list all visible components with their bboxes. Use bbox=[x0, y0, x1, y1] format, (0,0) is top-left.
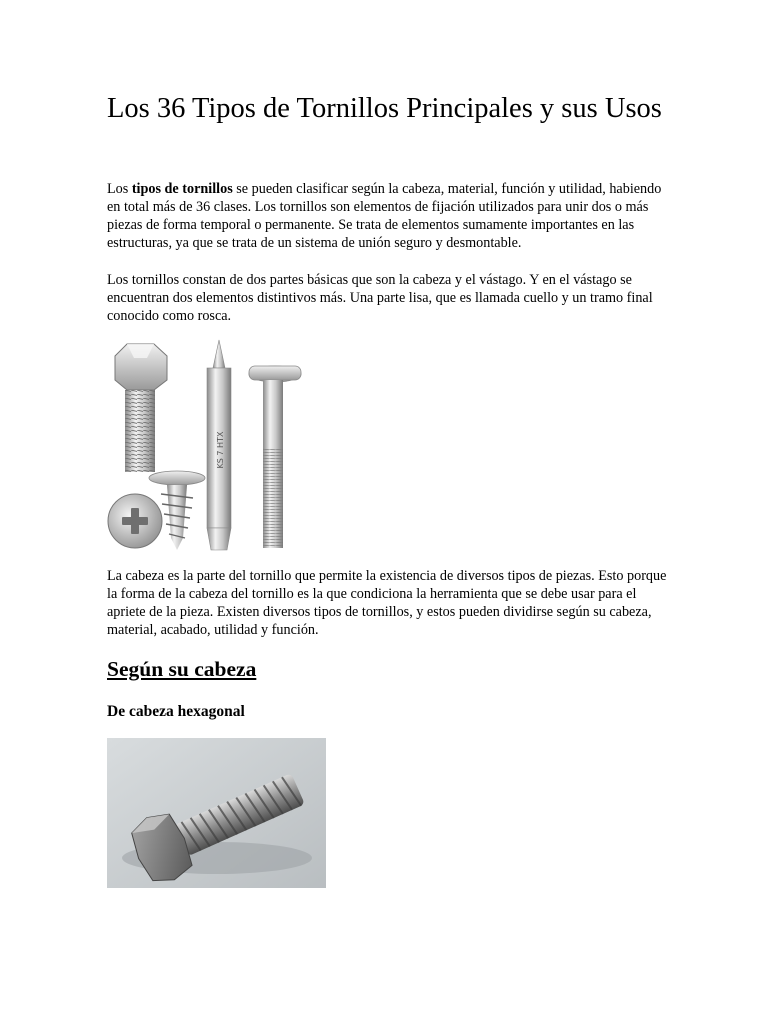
screws-illustration bbox=[107, 338, 312, 553]
intro-bold-term: tipos de tornillos bbox=[131, 181, 233, 197]
intro-lead: Los bbox=[107, 181, 132, 197]
bit-engraving: KS 7 HTX bbox=[216, 431, 225, 469]
parts-paragraph: Los tornillos constan de dos partes básicas que son la cabeza y el vástago. Y en el vástago se encuentran dos elementos distintivos más. Una parte lisa, que es llamada cuello y un tramo final conocido como rosca. bbox=[107, 272, 653, 324]
round-head-bolt-drawing bbox=[249, 366, 301, 548]
hex-bolt-drawing bbox=[115, 344, 167, 472]
intro-paragraph bbox=[107, 180, 667, 252]
section-heading: Según su cabeza bbox=[107, 657, 257, 681]
hex-bolt-photo bbox=[107, 738, 326, 888]
head-paragraph: La cabeza es la parte del tornillo que permite la existencia de diversos tipos de piezas. Esto porque la forma de la cabeza del tornillo es la que condiciona la herramienta que se debe usar para el apriete de la pieza. Existen diversos tipos de tornillos, y estos pueden dividirse según su cabeza, material, acabado, utilidad y función. bbox=[107, 568, 667, 638]
phillips-head-drawing bbox=[108, 494, 162, 548]
screwdriver-bit-drawing bbox=[207, 340, 231, 550]
subsection-heading: De cabeza hexagonal bbox=[107, 703, 245, 720]
page-title: Los 36 Tipos de Tornillos Principales y sus Usos bbox=[107, 93, 662, 124]
intro-rest: se pueden clasificar según la cabeza, material, función y utilidad, habiendo en total más de 36 clases. Los tornillos son elementos de fijación utilizados para unir dos o más piezas de forma temporal o permanente. Se trata de elementos sumamente importantes en las estructuras, ya que se trata de un sistema de unión seguro y desmontable. bbox=[107, 181, 662, 251]
